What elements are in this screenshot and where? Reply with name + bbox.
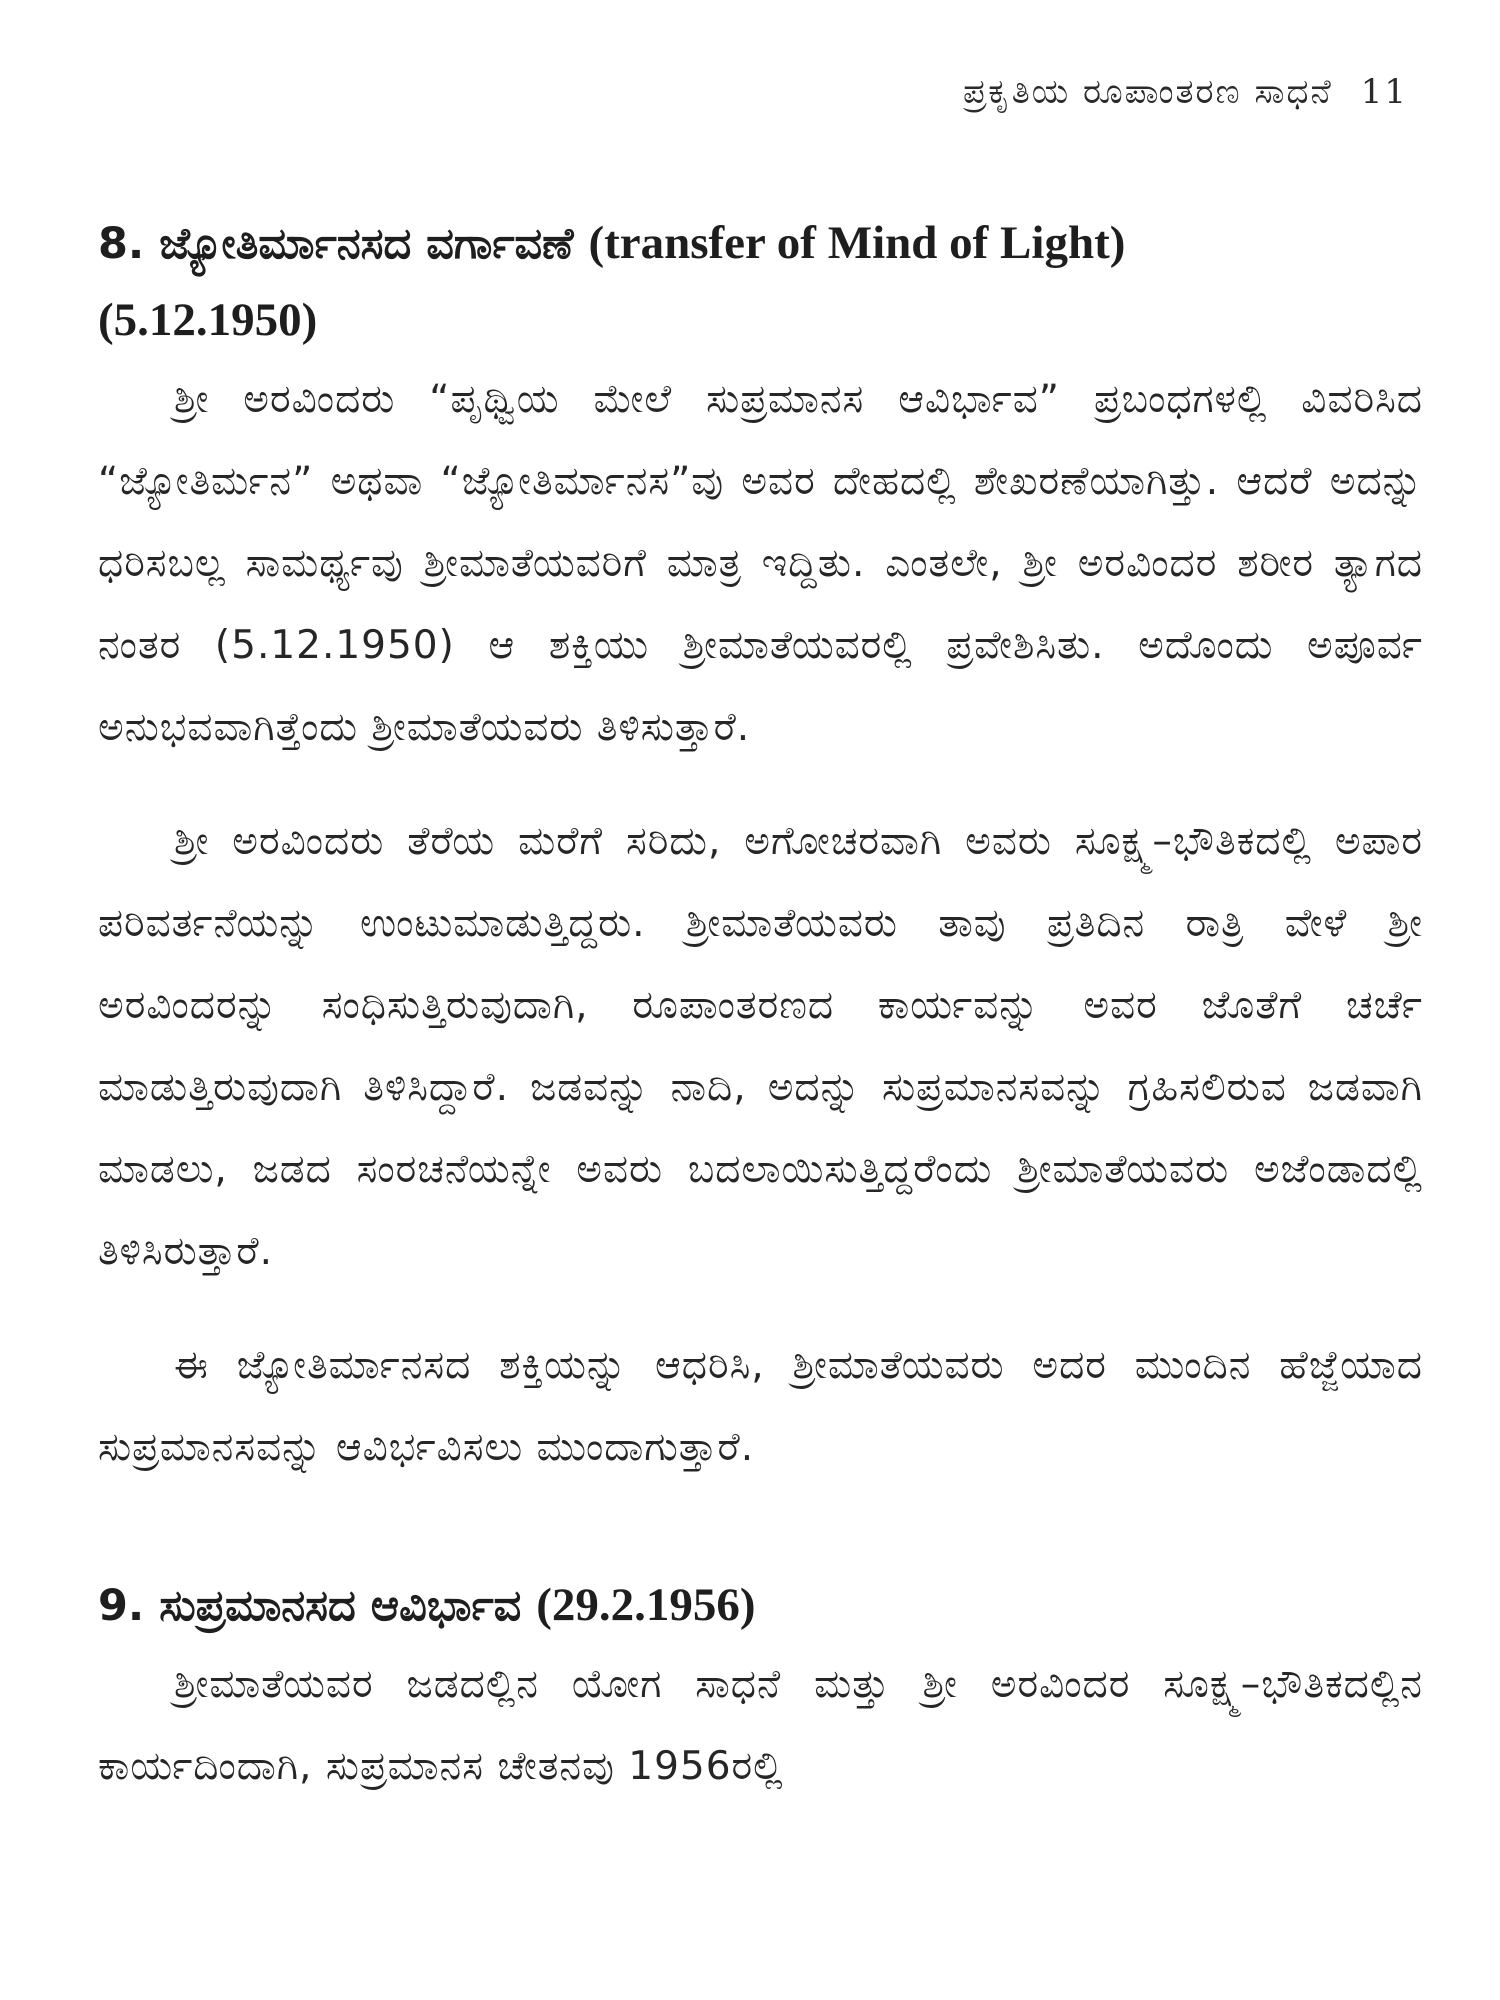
- paragraph: ಶ್ರೀಮಾತೆಯವರ ಜಡದಲ್ಲಿನ ಯೋಗ ಸಾಧನೆ ಮತ್ತು ಶ್ರೀ ಅರವಿಂದರ ಸೂಕ್ಷ್ಮ–ಭೌತಿಕದಲ್ಲಿನ ಕಾರ್ಯದಿಂದಾಗಿ, ಸುಪ್ರಮಾನಸ ಚೇತನವು 1956ರಲ್ಲಿ: [98, 1662, 1423, 1789]
- section-8-date: (5.12.1950): [98, 294, 318, 346]
- running-header: [963, 72, 1408, 112]
- paragraph: ಶ್ರೀ ಅರವಿಂದರು ತೆರೆಯ ಮರೆಗೆ ಸರಿದು, ಅಗೋಚರವಾಗಿ ಅವರು ಸೂಕ್ಷ್ಮ–ಭೌತಿಕದಲ್ಲಿ ಅಪಾರ ಪರಿವರ್ತನೆಯನ್ನು ಉಂಟುಮಾಡುತ್ತಿದ್ದರು. ಶ್ರೀಮಾತೆಯವರು ತಾವು ಪ್ರತಿದಿನ ರಾತ್ರಿ ವೇಳೆ ಶ್ರೀ ಅರವಿಂದರನ್ನು ಸಂಧಿಸುತ್ತಿರುವುದಾಗಿ, ರೂಪಾಂತರಣದ ಕಾರ್ಯವನ್ನು ಅವರ ಜೊತೆಗೆ ಚರ್ಚೆ ಮಾಡುತ್ತಿರುವುದಾಗಿ ತಿಳಿಸಿದ್ದಾರೆ. ಜಡವನ್ನು ನಾದಿ, ಅದನ್ನು ಸುಪ್ರಮಾನಸವನ್ನು ಗ್ರಹಿಸಲಿರುವ ಜಡವಾಗಿ ಮಾಡಲು, ಜಡದ ಸಂರಚನೆಯನ್ನೇ ಅವರು ಬದಲಾಯಿಸುತ್ತಿದ್ದರೆಂದು ಶ್ರೀಮಾತೆಯವರು ಅಜೆಂಡಾದಲ್ಲಿ ತಿಳಿಸಿರುತ್ತಾರೆ.: [98, 819, 1423, 1274]
- section-8-english-title: (transfer of Mind of Light): [588, 217, 1126, 269]
- running-title: ಪ್ರಕೃತಿಯ ರೂಪಾಂತರಣ ಸಾಧನೆ: [963, 72, 1333, 112]
- section-9-title: 9. ಸುಪ್ರಮಾನಸದ ಆವಿರ್ಭಾವ: [98, 1581, 522, 1631]
- paragraph: ಈ ಜ್ಯೋತಿರ್ಮಾನಸದ ಶಕ್ತಿಯನ್ನು ಆಧರಿಸಿ, ಶ್ರೀಮಾತೆಯವರು ಅದರ ಮುಂದಿನ ಹೆಜ್ಜೆಯಾದ ಸುಪ್ರಮಾನಸವನ್ನು ಆವಿರ್ಭವಿಸಲು ಮುಂದಾಗುತ್ತಾರೆ.: [98, 1343, 1423, 1470]
- section-8-title: 8. ಜ್ಯೋತಿರ್ಮಾನಸದ ವರ್ಗಾವಣೆ: [98, 219, 574, 269]
- page-number: 11: [1360, 72, 1408, 112]
- section-9-heading: [98, 1567, 1423, 1644]
- paragraph-spacer: [98, 1293, 1423, 1325]
- page-body: [98, 205, 1423, 1808]
- section-9-date: (29.2.1956): [536, 1579, 756, 1631]
- section-8-heading: [98, 205, 1423, 359]
- paragraph: ಶ್ರೀ ಅರವಿಂದರು “ಪೃಥ್ವಿಯ ಮೇಲೆ ಸುಪ್ರಮಾನಸ ಆವಿರ್ಭಾವ” ಪ್ರಬಂಧಗಳಲ್ಲಿ ವಿವರಿಸಿದ “ಜ್ಯೋತಿರ್ಮನ” ಅಥವಾ “ಜ್ಯೋತಿರ್ಮಾನಸ”ವು ಅವರ ದೇಹದಲ್ಲಿ ಶೇಖರಣೆಯಾಗಿತ್ತು. ಆದರೆ ಅದನ್ನು ಧರಿಸಬಲ್ಲ ಸಾಮರ್ಥ್ಯವು ಶ್ರೀಮಾತೆಯವರಿಗೆ ಮಾತ್ರ ಇದ್ದಿತು. ಎಂತಲೇ, ಶ್ರೀ ಅರವಿಂದರ ಶರೀರ ತ್ಯಾಗದ ನಂತರ (5.12.1950) ಆ ಶಕ್ತಿಯು ಶ್ರೀಮಾತೆಯವರಲ್ಲಿ ಪ್ರವೇಶಿಸಿತು. ಅದೊಂದು ಅಪೂರ್ವ ಅನುಭವವಾಗಿತ್ತೆಂದು ಶ್ರೀಮಾತೆಯವರು ತಿಳಿಸುತ್ತಾರೆ.: [98, 377, 1423, 750]
- section-spacer: [98, 1489, 1423, 1567]
- paragraph-spacer: [98, 769, 1423, 801]
